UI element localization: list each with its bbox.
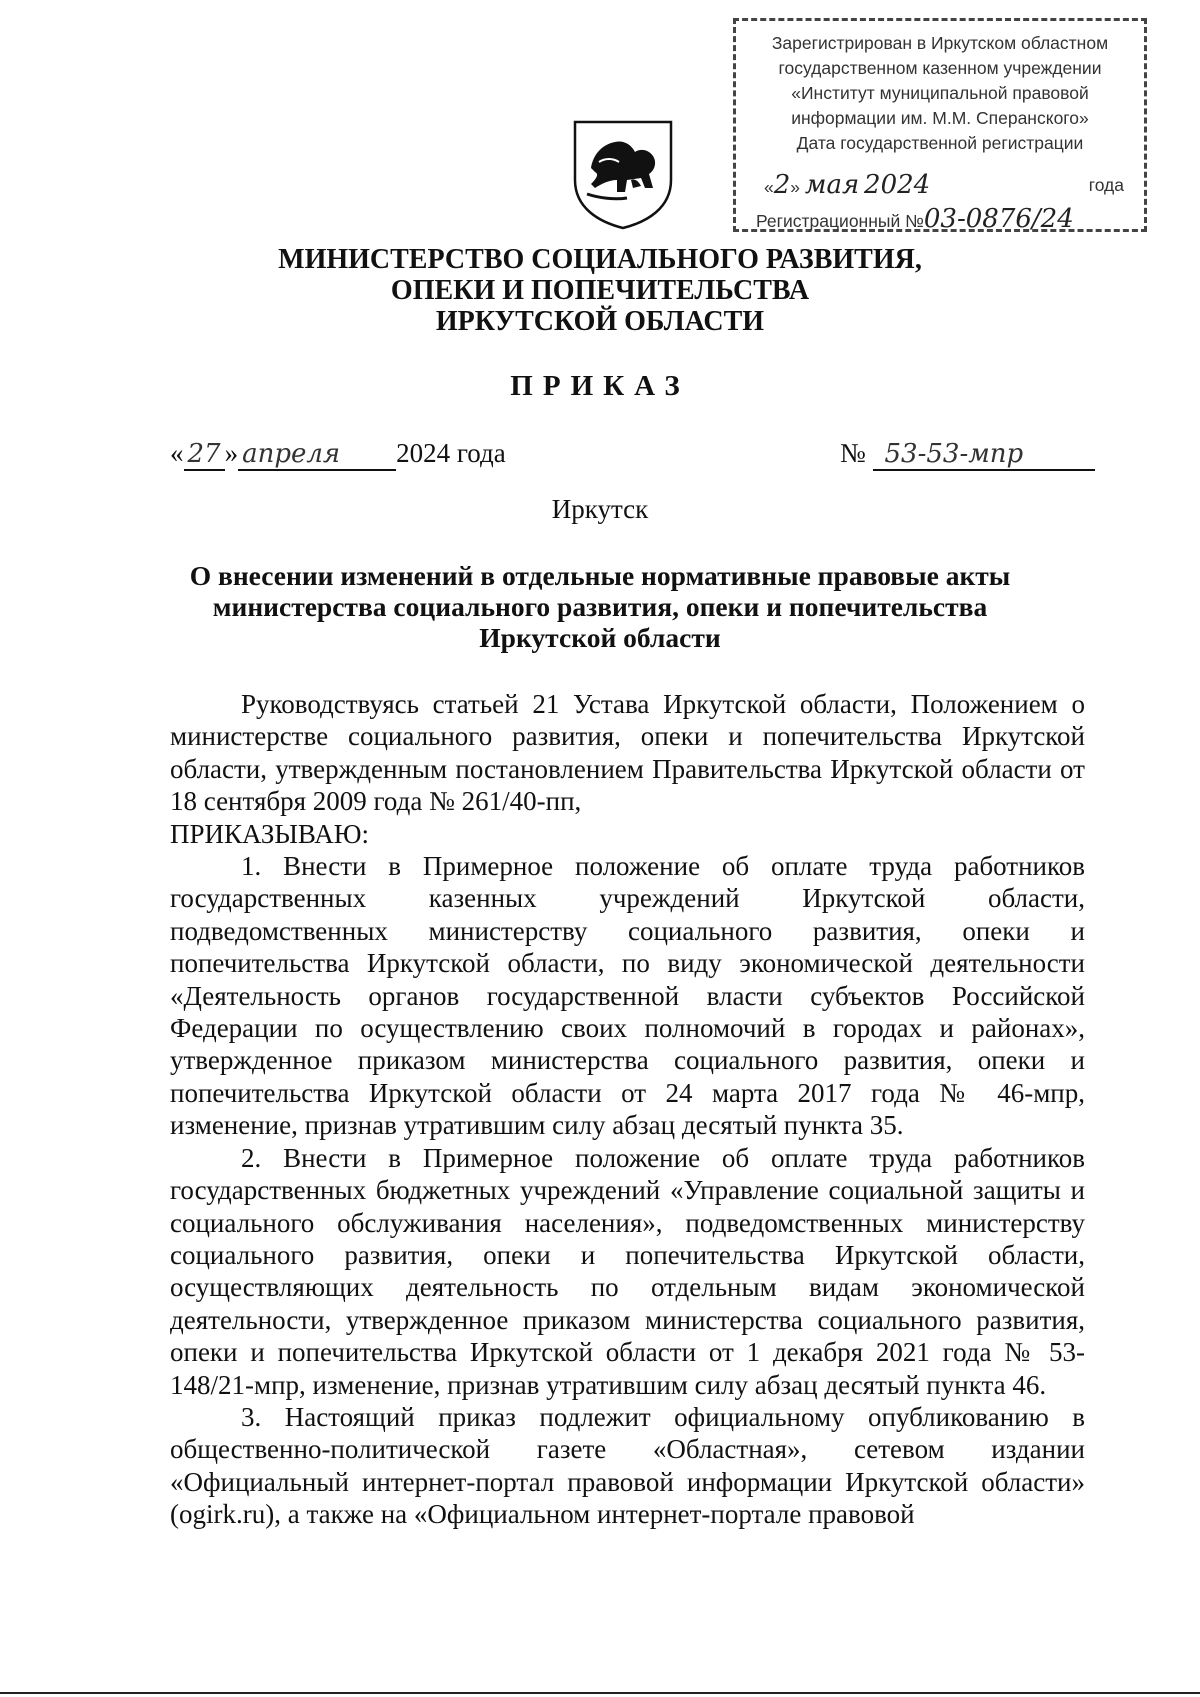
ministry-name (0, 244, 1200, 337)
order-number (840, 438, 1095, 471)
item-2-paragraph: 2. Внести в Примерное положение об оплате труда работников государственных бюджетных учреждений «Управление социальной защиты и социального обслуживания населения», подведомственных министерству социального развития, опеки и попечительства Иркутской области, осуществляющих деятельность по отдельным видам экономической деятельности, утвержденное приказом министерства социального развития, опеки и попечительства Иркутской области от 1 декабря 2021 года № 53-148/21-мпр, изменение, признав утратившим силу абзац десятый пункта 46. (170, 1142, 1085, 1400)
document-title (0, 560, 1200, 653)
coat-of-arms-icon (569, 118, 677, 230)
stamp-date-month: мая (804, 170, 860, 200)
ministry-line-3: ИРКУТСКОЙ ОБЛАСТИ (435, 306, 765, 337)
ministry-line-1: МИНИСТЕРСТВО СОЦИАЛЬНОГО РАЗВИТИЯ, (278, 244, 922, 275)
preamble-paragraph: Руководствуясь статьей 21 Устава Иркутской области, Положением о министерстве социального развития, опеки и попечительства Иркутской области, утвержденным постановлением Правительства Иркутской области от 18 сентября 2009 года № 261/40-пп, (170, 689, 1085, 817)
document-body (170, 688, 1085, 1531)
stamp-reg-label: Регистрационный № (756, 211, 924, 231)
stamp-reg-value: 03-0876/24 (923, 204, 1074, 234)
ministry-line-2: ОПЕКИ И ПОПЕЧИТЕЛЬСТВА (390, 275, 810, 306)
stamp-registration-number (756, 204, 1136, 234)
order-number-label: № (840, 438, 866, 468)
stamp-registration-date (764, 170, 1124, 200)
title-line-3: Иркутской области (479, 622, 721, 653)
order-date-close-quote: » (224, 438, 239, 468)
stamp-date-close-quote: » (790, 177, 801, 197)
order-date-month: апреля (238, 439, 396, 471)
order-date (170, 438, 506, 471)
title-line-1: О внесении изменений в отдельные нормативные правовые акты (189, 560, 1011, 591)
stamp-line-5: Дата государственной регистрации (796, 133, 1084, 153)
title-line-2: министерства социального развития, опеки и попечительства (212, 591, 988, 622)
order-date-open-quote: « (170, 438, 184, 468)
stamp-date-suffix: года (1088, 175, 1124, 195)
document-type-heading: ПРИКАЗ (510, 370, 690, 402)
stamp-line-3: «Институт муниципальной правовой (791, 83, 1089, 103)
order-date-year: 2024 года (396, 438, 506, 468)
stamp-line-1: Зарегистрирован в Иркутском областном (771, 33, 1109, 53)
stamp-date-day: 2 (773, 170, 791, 200)
stamp-line-2: государственном казенном учреждении (778, 58, 1102, 78)
stamp-date-year: 2024 (864, 170, 931, 200)
page-bottom-rule (0, 1692, 1200, 1694)
item-1-paragraph: 1. Внести в Примерное положение об оплате труда работников государственных казенных учреждений Иркутской области, подведомственных министерству социального развития, опеки и попечительства Иркутской области, по виду экономической деятельности «Деятельность органов государственной власти субъектов Российской Федерации по осуществлению своих полномочий в городах и районах», утвержденное приказом министерства социального развития, опеки и попечительства Иркутской области от 24 марта 2017 года № 46-мпр, изменение, признав утратившим силу абзац десятый пункта 35. (170, 851, 1085, 1141)
registration-stamp (733, 18, 1147, 232)
item-3-paragraph: 3. Настоящий приказ подлежит официальному опубликованию в общественно-политической газете «Областная», сетевом издании «Официальный интернет-портал правовой информации Иркутской области» (ogirk.ru), а также на «Официальном интернет-портале правовой (170, 1401, 1085, 1530)
city: Иркутск (551, 494, 649, 524)
order-number-value: 53-53-мпр (873, 439, 1095, 471)
order-date-day: 27 (184, 439, 225, 471)
stamp-line-4: информации им. М.М. Сперанского» (791, 108, 1089, 128)
stamp-date-open-quote: « (764, 177, 774, 197)
decree-word: ПРИКАЗЫВАЮ: (170, 818, 369, 849)
